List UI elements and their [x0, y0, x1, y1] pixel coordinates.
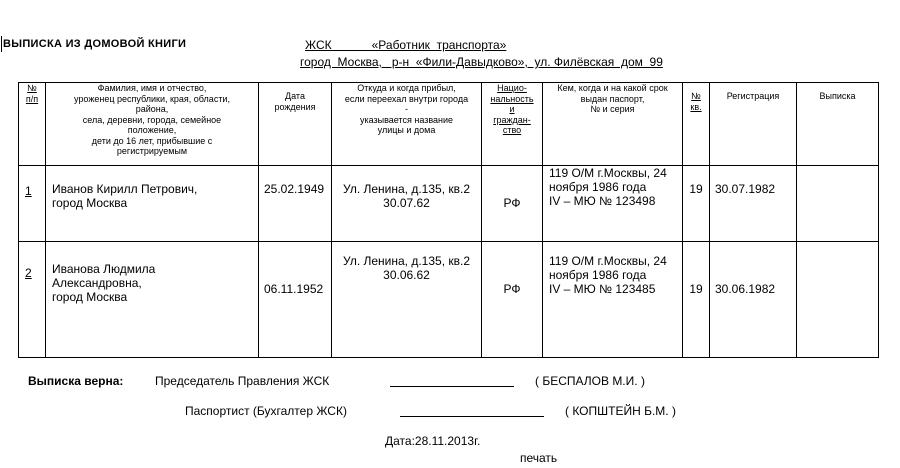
cell-extract — [797, 166, 879, 242]
table-header-row — [19, 83, 879, 166]
header-nationality: Нацио- нальность и граждан- ство — [482, 83, 543, 166]
cell-number: 1 — [19, 166, 46, 242]
header-apartment: № кв. — [683, 83, 710, 166]
document-date: Дата:28.11.2013г. — [385, 434, 481, 448]
cell-nationality: РФ — [482, 242, 543, 358]
stamp-label: печать — [520, 451, 558, 465]
passport-officer-name: ( КОПШТЕЙН Б.М. ) — [565, 404, 676, 418]
table-row — [19, 166, 879, 242]
cell-name: Иванова Людмила Александровна, город Москва — [46, 242, 259, 358]
cell-registration: 30.06.1982 — [710, 242, 797, 358]
cell-apartment: 19 — [683, 166, 710, 242]
extract-verified-label: Выписка верна: — [28, 374, 124, 388]
header-registration: Регистрация — [710, 83, 797, 166]
header-passport: Кем, когда и на какой срок выдан паспорт, № и серия — [543, 83, 683, 166]
cell-apartment: 19 — [683, 242, 710, 358]
chairman-label: Председатель Правления ЖСК — [155, 374, 330, 388]
header-extract: Выписка — [797, 83, 879, 166]
cell-passport: 119 О/М г.Москвы, 24 ноября 1986 года IV – МЮ № 123485 — [543, 242, 683, 358]
cell-arrival: Ул. Ленина, д.135, кв.2 30.07.62 — [332, 166, 482, 242]
cell-nationality: РФ — [482, 166, 543, 242]
text-cursor — [1, 36, 2, 52]
cell-passport: 119 О/М г.Москвы, 24 ноября 1986 года IV – МЮ № 123498 — [543, 166, 683, 242]
document-title: ВЫПИСКА ИЗ ДОМОВОЙ КНИГИ — [3, 38, 187, 50]
cell-registration: 30.07.1982 — [710, 166, 797, 242]
passport-officer-label: Паспортист (Бухгалтер ЖСК) — [185, 404, 347, 418]
cell-birth-date: 06.11.1952 — [259, 242, 332, 358]
passport-officer-signature-line — [400, 416, 544, 417]
cell-name: Иванов Кирилл Петрович, город Москва — [46, 166, 259, 242]
chairman-name: ( БЕСПАЛОВ М.И. ) — [535, 374, 645, 388]
header-name: Фамилия, имя и отчество, уроженец республики, края, области, района, села, деревни, города, семейное положение, дети до 16 лет, прибывшие с регистрируемым — [46, 83, 259, 166]
header-number: № п/п — [19, 83, 46, 166]
cell-number: 2 — [19, 242, 46, 358]
cell-extract — [797, 242, 879, 358]
cell-arrival: Ул. Ленина, д.135, кв.2 30.06.62 — [332, 242, 482, 358]
organization-address: город Москва, р-н «Фили-Давыдково», ул. Филёвская дом 99 — [300, 55, 663, 69]
house-book-table — [18, 82, 879, 358]
table-row — [19, 242, 879, 358]
header-arrival: Откуда и когда прибыл, если переехал внутри города - указывается название улицы и дома — [332, 83, 482, 166]
cell-birth-date: 25.02.1949 — [259, 166, 332, 242]
organization-name: ЖСК «Работник транспорта» — [305, 38, 507, 52]
header-birth-date: Дата рождения — [259, 83, 332, 166]
chairman-signature-line — [390, 386, 514, 387]
